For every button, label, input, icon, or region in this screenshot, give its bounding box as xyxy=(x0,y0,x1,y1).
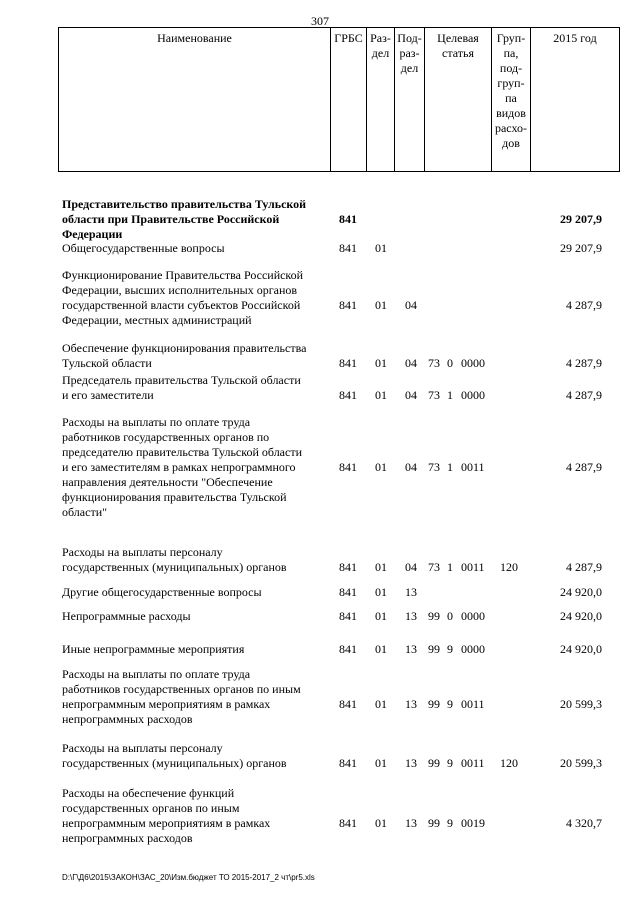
row-name-line: Представительство правительства Тульской xyxy=(62,197,307,211)
grbs-cell: 841 xyxy=(339,816,357,830)
grbs-cell: 841 xyxy=(339,356,357,370)
grbs-cell: 841 xyxy=(339,241,357,255)
target-article-subprogram-cell: 9 xyxy=(447,697,453,711)
row-name-line: Федерации, местных администраций xyxy=(62,313,252,327)
amount-cell: 4 320,7 xyxy=(566,816,602,830)
razdel-cell: 01 xyxy=(375,756,387,770)
razdel-cell: 01 xyxy=(375,816,387,830)
amount-cell: 4 287,9 xyxy=(566,560,602,574)
target-article-subprogram-cell: 1 xyxy=(447,388,453,402)
row-name xyxy=(62,741,334,771)
target-article-program-cell: 73 xyxy=(428,356,440,370)
grbs-cell: 841 xyxy=(339,212,357,226)
row-name xyxy=(62,341,334,371)
row-name xyxy=(62,373,334,403)
target-article-program-cell: 99 xyxy=(428,816,440,830)
target-article-direction-cell: 0000 xyxy=(461,388,485,402)
row-name-line: Федерации xyxy=(62,227,123,241)
podrazdel-cell: 13 xyxy=(405,585,417,599)
table-header xyxy=(58,27,620,172)
grbs-cell: 841 xyxy=(339,697,357,711)
target-article-program-cell: 99 xyxy=(428,642,440,656)
target-article-subprogram-cell: 9 xyxy=(447,756,453,770)
row-name-line: Общегосударственные вопросы xyxy=(62,241,225,255)
row-name xyxy=(62,642,334,657)
row-name-line: непрограммным мероприятиям в рамках xyxy=(62,697,271,711)
podrazdel-cell: 04 xyxy=(405,460,417,474)
grbs-cell: 841 xyxy=(339,756,357,770)
target-article-program-cell: 99 xyxy=(428,609,440,623)
target-article-direction-cell: 0011 xyxy=(461,756,485,770)
target-article-program-cell: 73 xyxy=(428,388,440,402)
podrazdel-cell: 04 xyxy=(405,298,417,312)
target-article-direction-cell: 0019 xyxy=(461,816,485,830)
podrazdel-cell: 13 xyxy=(405,642,417,656)
podrazdel-cell: 13 xyxy=(405,609,417,623)
amount-cell: 4 287,9 xyxy=(566,460,602,474)
razdel-cell: 01 xyxy=(375,609,387,623)
row-name-line: и его заместителям в рамках непрограммного xyxy=(62,460,296,474)
amount-cell: 24 920,0 xyxy=(560,609,602,623)
amount-cell: 29 207,9 xyxy=(560,212,602,226)
file-path-footer: D:\Г\Д6\2015\ЗАКОН\ЗАС_20\Изм.бюджет ТО 2015-2017_2 чт\pr5.xls xyxy=(62,873,315,882)
target-article-subprogram-cell: 1 xyxy=(447,560,453,574)
row-name-line: Непрограммные расходы xyxy=(62,609,191,623)
row-name-line: государственных (муниципальных) органов xyxy=(62,560,287,574)
amount-cell: 29 207,9 xyxy=(560,241,602,255)
row-name xyxy=(62,241,334,256)
amount-cell: 20 599,3 xyxy=(560,756,602,770)
target-article-subprogram-cell: 0 xyxy=(447,356,453,370)
row-name xyxy=(62,786,334,846)
header-expense-group: Груп- па, под- груп- па видов расхо- дов xyxy=(492,28,531,171)
header-razdel: Раз- дел xyxy=(367,28,395,171)
header-target-article: Целевая статья xyxy=(425,28,492,171)
grbs-cell: 841 xyxy=(339,560,357,574)
row-name-line: работников государственных органов по иным xyxy=(62,682,301,696)
amount-cell: 4 287,9 xyxy=(566,298,602,312)
row-name xyxy=(62,585,334,600)
podrazdel-cell: 13 xyxy=(405,756,417,770)
row-name-line: непрограммных расходов xyxy=(62,831,193,845)
amount-cell: 4 287,9 xyxy=(566,388,602,402)
row-name-line: Тульской области xyxy=(62,356,152,370)
podrazdel-cell: 04 xyxy=(405,388,417,402)
razdel-cell: 01 xyxy=(375,460,387,474)
header-grbs: ГРБС xyxy=(331,28,367,171)
amount-cell: 4 287,9 xyxy=(566,356,602,370)
row-name-line: Расходы на обеспечение функций xyxy=(62,786,235,800)
row-name xyxy=(62,545,334,575)
target-article-subprogram-cell: 1 xyxy=(447,460,453,474)
razdel-cell: 01 xyxy=(375,298,387,312)
razdel-cell: 01 xyxy=(375,241,387,255)
target-article-subprogram-cell: 9 xyxy=(447,816,453,830)
podrazdel-cell: 04 xyxy=(405,560,417,574)
row-name-line: и его заместители xyxy=(62,388,154,402)
row-name-line: Расходы на выплаты по оплате труда xyxy=(62,415,251,429)
target-article-subprogram-cell: 9 xyxy=(447,642,453,656)
row-name xyxy=(62,609,334,624)
row-name-line: функционирования правительства Тульской xyxy=(62,490,287,504)
row-name-line: Иные непрограммные мероприятия xyxy=(62,642,245,656)
amount-cell: 20 599,3 xyxy=(560,697,602,711)
grbs-cell: 841 xyxy=(339,298,357,312)
podrazdel-cell: 13 xyxy=(405,816,417,830)
grbs-cell: 841 xyxy=(339,388,357,402)
target-article-program-cell: 99 xyxy=(428,756,440,770)
grbs-cell: 841 xyxy=(339,460,357,474)
page-number: 307 xyxy=(311,14,329,28)
row-name xyxy=(62,667,334,727)
target-article-direction-cell: 0000 xyxy=(461,356,485,370)
row-name-line: области при Правительстве Российской xyxy=(62,212,280,226)
target-article-direction-cell: 0011 xyxy=(461,460,485,474)
razdel-cell: 01 xyxy=(375,585,387,599)
row-name xyxy=(62,415,334,520)
row-name-line: председателю правительства Тульской области xyxy=(62,445,302,459)
target-article-direction-cell: 0000 xyxy=(461,642,485,656)
razdel-cell: 01 xyxy=(375,356,387,370)
target-article-program-cell: 99 xyxy=(428,697,440,711)
row-name-line: работников государственных органов по xyxy=(62,430,270,444)
row-name-line: Функционирование Правительства Российской xyxy=(62,268,304,282)
row-name xyxy=(62,268,334,328)
row-name-line: Федерации, высших исполнительных органов xyxy=(62,283,298,297)
grbs-cell: 841 xyxy=(339,642,357,656)
expense-group-cell: 120 xyxy=(500,560,518,574)
row-name-line: государственных (муниципальных) органов xyxy=(62,756,287,770)
row-name-line: непрограммных расходов xyxy=(62,712,193,726)
row-name-line: Другие общегосударственные вопросы xyxy=(62,585,262,599)
header-podrazdel: Под- раз- дел xyxy=(395,28,425,171)
header-name: Наименование xyxy=(59,28,331,171)
grbs-cell: 841 xyxy=(339,609,357,623)
row-name-line: государственных органов по иным xyxy=(62,801,240,815)
row-name-line: Председатель правительства Тульской области xyxy=(62,373,301,387)
amount-cell: 24 920,0 xyxy=(560,642,602,656)
header-year-2015: 2015 год xyxy=(553,31,597,45)
target-article-program-cell: 73 xyxy=(428,460,440,474)
row-name-line: Обеспечение функционирования правительства xyxy=(62,341,307,355)
razdel-cell: 01 xyxy=(375,642,387,656)
row-name-line: Расходы на выплаты персоналу xyxy=(62,741,223,755)
row-name xyxy=(62,197,334,242)
razdel-cell: 01 xyxy=(375,697,387,711)
target-article-direction-cell: 0000 xyxy=(461,609,485,623)
podrazdel-cell: 13 xyxy=(405,697,417,711)
target-article-subprogram-cell: 0 xyxy=(447,609,453,623)
razdel-cell: 01 xyxy=(375,560,387,574)
expense-group-cell: 120 xyxy=(500,756,518,770)
target-article-direction-cell: 0011 xyxy=(461,560,485,574)
row-name-line: области" xyxy=(62,505,108,519)
row-name-line: направления деятельности "Обеспечение xyxy=(62,475,273,489)
row-name-line: непрограммным мероприятиям в рамках xyxy=(62,816,271,830)
podrazdel-cell: 04 xyxy=(405,356,417,370)
target-article-program-cell: 73 xyxy=(428,560,440,574)
razdel-cell: 01 xyxy=(375,388,387,402)
row-name-line: государственной власти субъектов Российской xyxy=(62,298,301,312)
row-name-line: Расходы на выплаты персоналу xyxy=(62,545,223,559)
target-article-direction-cell: 0011 xyxy=(461,697,485,711)
row-name-line: Расходы на выплаты по оплате труда xyxy=(62,667,251,681)
grbs-cell: 841 xyxy=(339,585,357,599)
amount-cell: 24 920,0 xyxy=(560,585,602,599)
